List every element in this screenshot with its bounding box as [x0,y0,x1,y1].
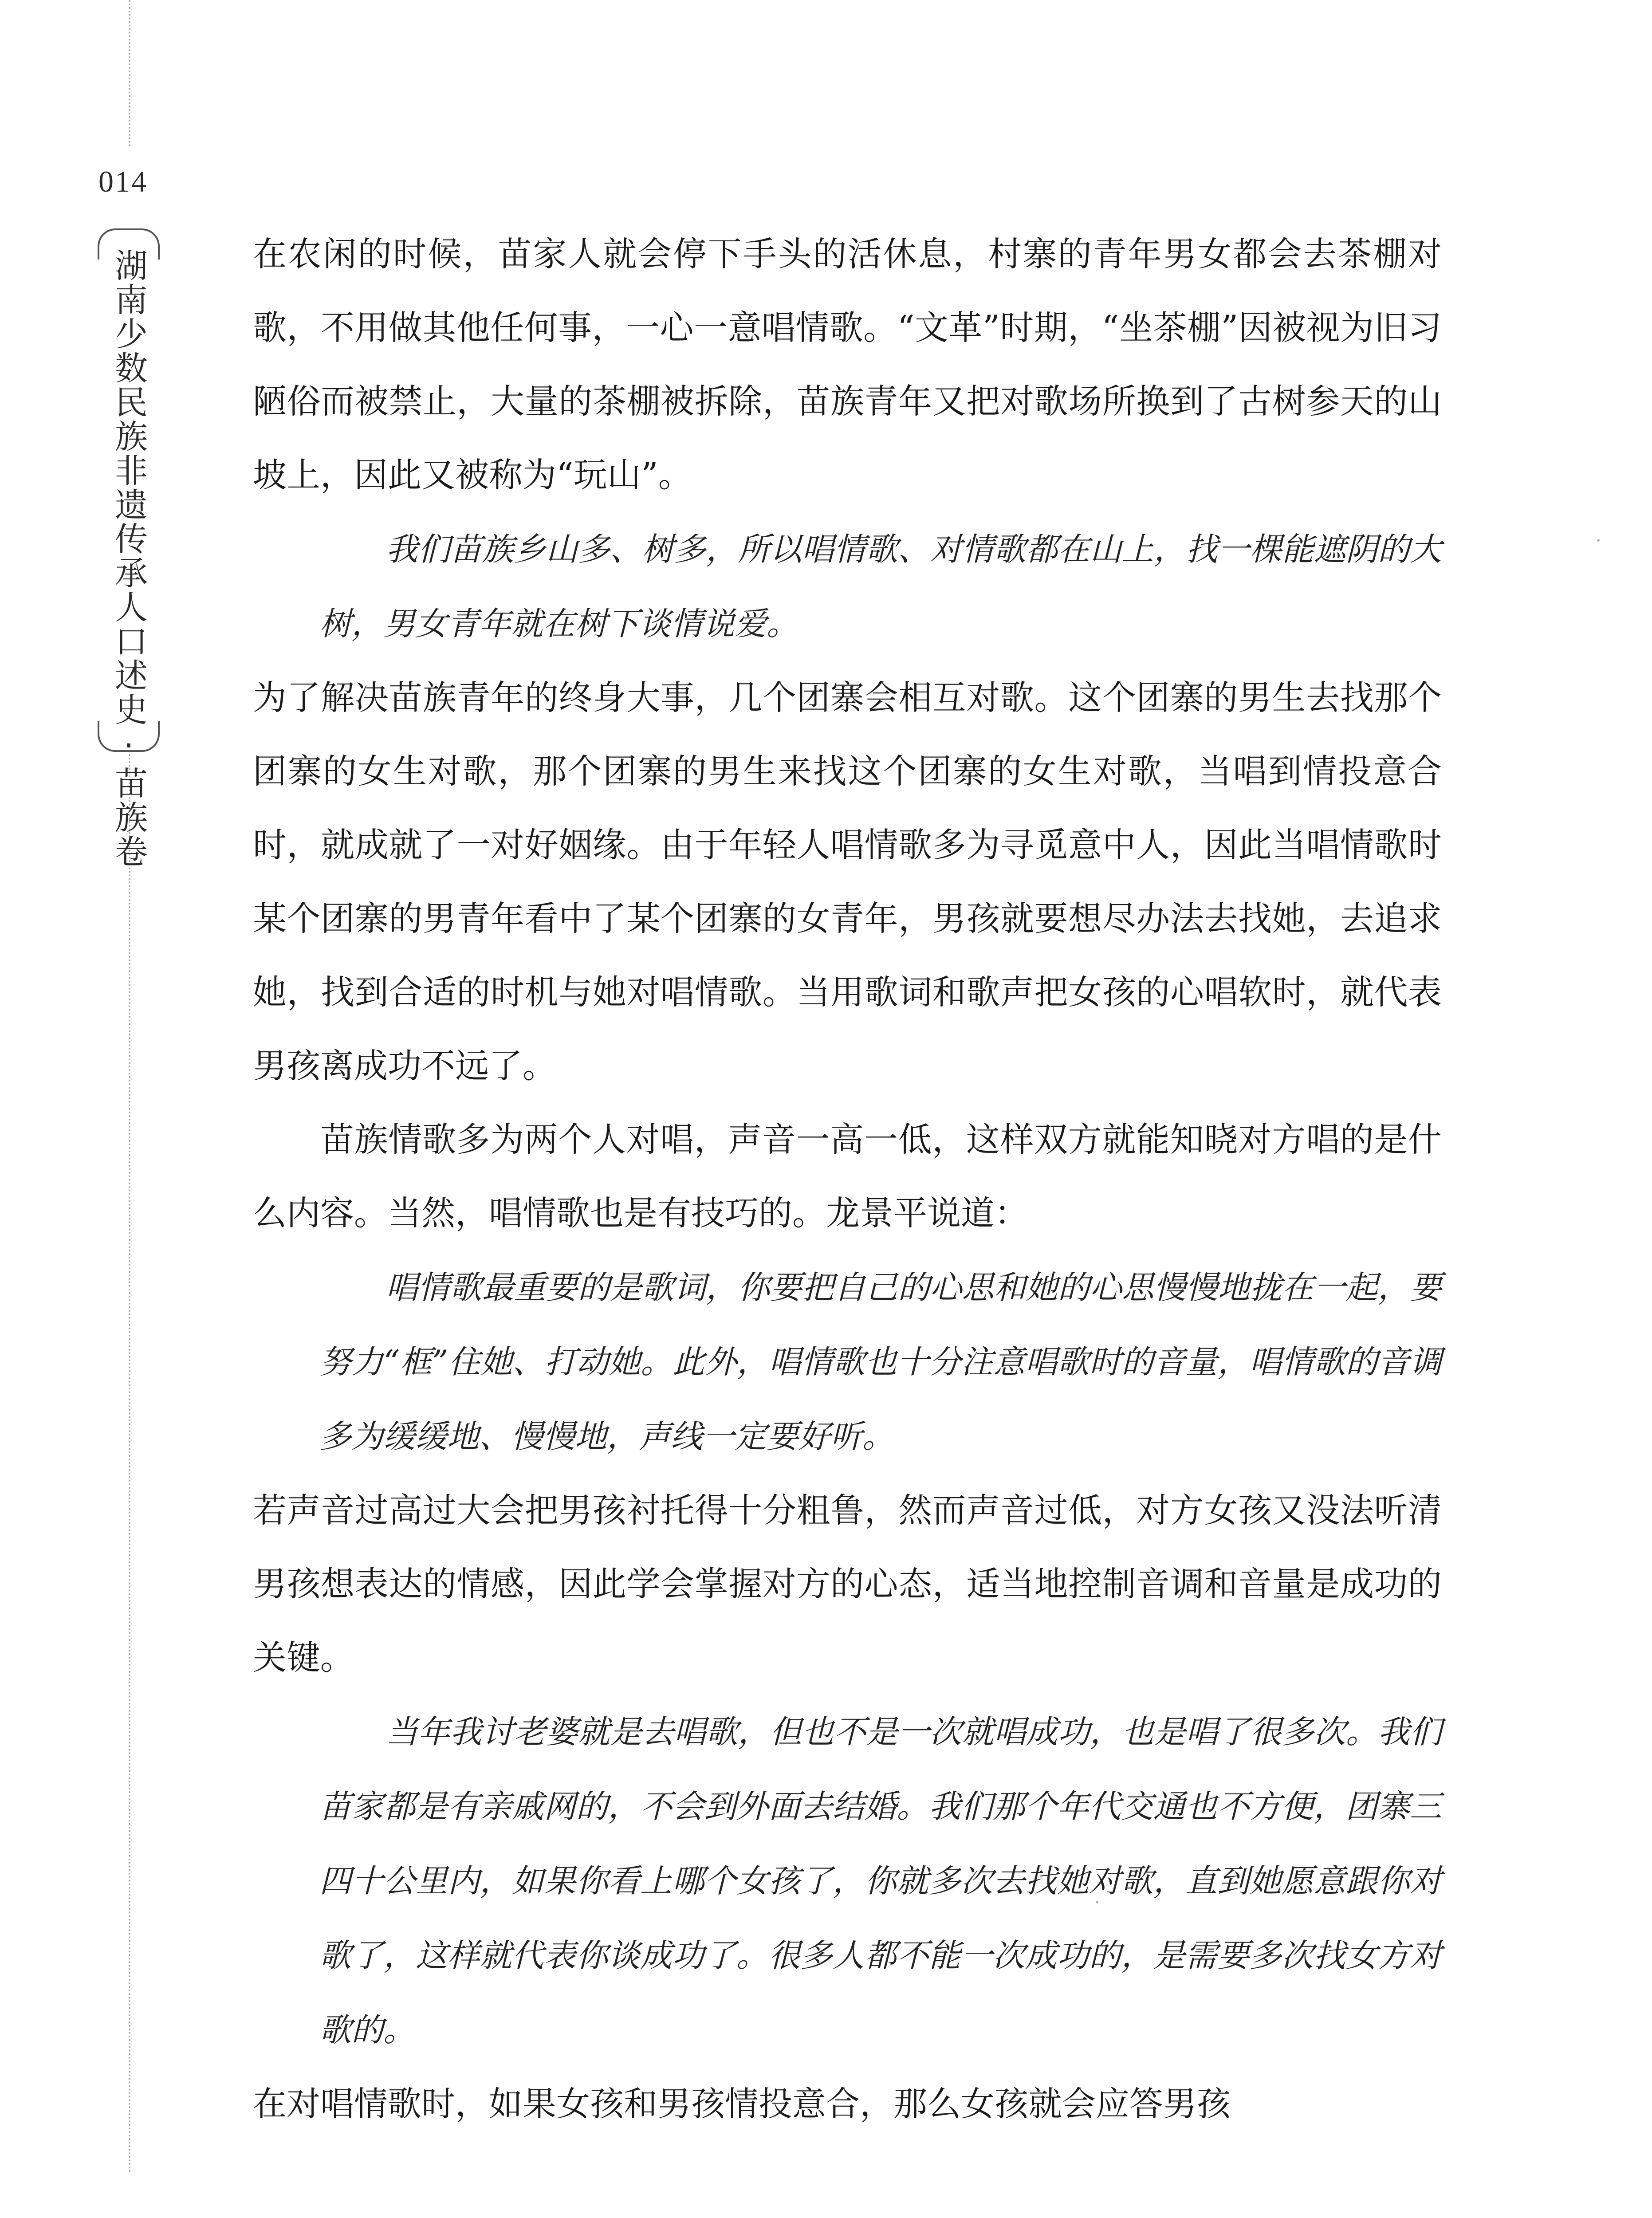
margin-dotted-rule-top [129,0,130,146]
paragraph: 苗族情歌多为两个人对唱，声音一高一低，这样双方就能知晓对方唱的是什么内容。当然，唱情歌也是有技巧的。龙景平说道： [253,1120,1442,1233]
page-number: 014 [98,165,148,198]
oral-quote: 当年我讨老婆就是去唱歌，但也不是一次就唱成功，也是唱了很多次。我们苗家都是有亲戚网的，不会到外面去结婚。我们那个年代交通也不方便，团寨三四十公里内，如果你看上哪个女孩了，你就多次去找她对歌，直到她愿意跟你对歌了，这样就代表你谈成功了。很多人都不能一次成功的，是需要多次找女方对歌的。 [319,1713,1442,2049]
running-title: 湖南少数民族非遗传承人口述史·苗族卷 [110,248,148,869]
paragraph: 在农闲的时候，苗家人就会停下手头的活休息，村寨的青年男女都会去茶棚对歌，不用做其他任何事，一心一意唱情歌。“文革”时期，“坐茶棚”因被视为旧习陋俗而被禁止，大量的茶棚被拆除，苗族青年又把对歌场所换到了古树参天的山坡上，因此又被称为“玩山”。 [253,234,1442,495]
paragraph: 若声音过高过大会把男孩衬托得十分粗鲁，然而声音过低，对方女孩又没法听清男孩想表达的情感，因此学会掌握对方的心态，适当地控制音调和音量是成功的关键。 [253,1490,1442,1677]
oral-quote: 唱情歌最重要的是歌词，你要把自己的心思和她的心思慢慢地拢在一起，要努力“框”住她、打动她。此外，唱情歌也十分注意唱歌时的音量，唱情歌的音调多为缓缓地、慢慢地，声线一定要好听。 [319,1269,1442,1455]
body-text [253,217,1442,2141]
paragraph: 为了解决苗族青年的终身大事，几个团寨会相互对歌。这个团寨的男生去找那个团寨的女生对歌，那个团寨的男生来找这个团寨的女生对歌，当唱到情投意合时，就成就了一对好姻缘。由于年轻人唱情歌多为寻觅意中人，因此当唱情歌时某个团寨的男青年看中了某个团寨的女青年，男孩就要想尽办法去找她，去追求她，找到合适的时机与她对唱情歌。当用歌词和歌声把女孩的心唱软时，就代表男孩离成功不远了。 [253,678,1442,1085]
running-title-bracket-bottom [98,721,160,752]
oral-quote: 我们苗族乡山多、树多，所以唱情歌、对情歌都在山上，找一棵能遮阴的大树，男女青年就在树下谈情说爱。 [319,531,1442,642]
scan-speck [1096,1901,1098,1903]
margin-dotted-rule-bottom [129,754,130,2174]
scan-speck [1597,539,1600,542]
paragraph: 在对唱情歌时，如果女孩和男孩情投意合，那么女孩就会应答男孩 [253,2084,1231,2124]
